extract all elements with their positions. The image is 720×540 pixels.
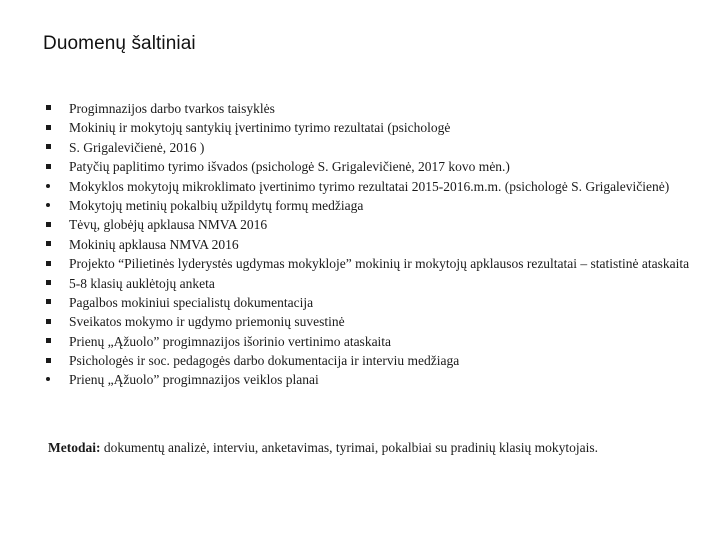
square-bullet-icon xyxy=(43,101,53,116)
source-item xyxy=(43,256,693,271)
source-item-text: S. Grigalevičienė, 2016 ) xyxy=(69,139,205,155)
square-bullet-icon xyxy=(43,217,53,232)
source-item-text: Sveikatos mokymo ir ugdymo priemonių suvestinė xyxy=(69,314,345,330)
methods-paragraph xyxy=(48,440,598,456)
source-item xyxy=(43,101,693,116)
square-bullet-icon xyxy=(43,276,53,291)
source-item-text: Prienų „Ąžuolo” progimnazijos veiklos planai xyxy=(69,372,319,388)
source-item xyxy=(43,217,693,232)
square-bullet-icon xyxy=(43,256,53,271)
square-bullet-icon xyxy=(43,353,53,368)
source-item xyxy=(43,198,693,213)
slide-title: Duomenų šaltiniai xyxy=(43,33,196,54)
source-item-text: Tėvų, globėjų apklausa NMVA 2016 xyxy=(69,217,268,233)
square-bullet-icon xyxy=(43,120,53,135)
source-item-text: Mokytojų metinių pokalbių užpildytų formų medžiaga xyxy=(69,197,364,213)
square-bullet-icon xyxy=(43,334,53,349)
source-item xyxy=(43,237,693,252)
source-item-text: Progimnazijos darbo tvarkos taisyklės xyxy=(69,101,275,116)
square-bullet-icon xyxy=(43,295,53,310)
source-item xyxy=(43,334,693,349)
source-item-text: Mokinių ir mokytojų santykių įvertinimo tyrimo rezultatai (psichologė xyxy=(69,120,451,136)
methods-text: dokumentų analizė, interviu, anketavimas, tyrimai, pokalbiai su pradinių klasių mokytojais. xyxy=(100,440,599,455)
square-bullet-icon xyxy=(43,140,53,155)
source-item-text: 5-8 klasių auklėtojų anketa xyxy=(69,275,215,291)
source-item xyxy=(43,120,693,135)
square-bullet-icon xyxy=(43,314,53,329)
source-item-text: Prienų „Ąžuolo” progimnazijos išorinio vertinimo ataskaita xyxy=(69,333,392,349)
source-item-text: Mokyklos mokytojų mikroklimato įvertinimo tyrimo rezultatai 2015-2016.m.m. (psichologė S. Grigalevičienė) xyxy=(69,178,670,194)
round-bullet-icon xyxy=(43,198,53,213)
source-item xyxy=(43,372,693,387)
source-item-text: Patyčių paplitimo tyrimo išvados (psichologė S. Grigalevičienė, 2017 kovo mėn.) xyxy=(69,159,510,175)
round-bullet-icon xyxy=(43,372,53,387)
methods-label: Metodai: xyxy=(48,440,101,455)
sources-list xyxy=(43,101,693,392)
source-item xyxy=(43,159,693,174)
source-item-text: Projekto “Pilietinės lyderystės ugdymas mokykloje” mokinių ir mokytojų apklausos rezultatai – statistinė ataskaita xyxy=(69,256,690,272)
round-bullet-icon xyxy=(43,179,53,194)
square-bullet-icon xyxy=(43,159,53,174)
source-item-text: Pagalbos mokiniui specialistų dokumentacija xyxy=(69,294,314,310)
source-item xyxy=(43,295,693,310)
source-item-text: Psichologės ir soc. pedagogės darbo dokumentacija ir interviu medžiaga xyxy=(69,353,460,369)
source-item xyxy=(43,276,693,291)
square-bullet-icon xyxy=(43,237,53,252)
source-item xyxy=(43,353,693,368)
source-item xyxy=(43,314,693,329)
source-item xyxy=(43,140,693,155)
source-item-text: Mokinių apklausa NMVA 2016 xyxy=(69,236,239,252)
source-item xyxy=(43,179,693,194)
